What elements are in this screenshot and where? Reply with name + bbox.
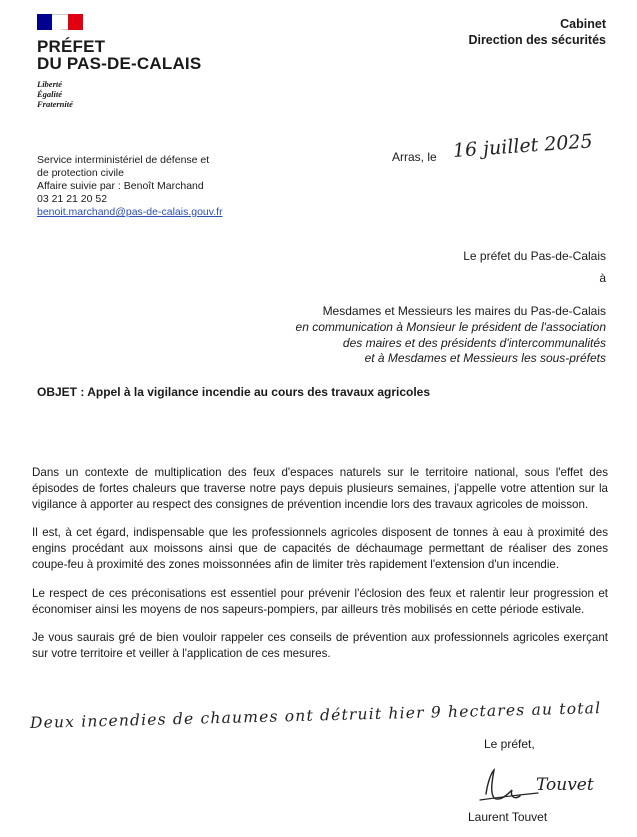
recipient-line: et à Mesdames et Messieurs les sous-préfets — [364, 351, 606, 366]
service-contact-block — [37, 154, 223, 219]
svg-text:Touvet: Touvet — [536, 775, 594, 795]
handwritten-note: Deux incendies de chaumes ont détruit hier 9 hectares au total — [29, 699, 602, 732]
body-paragraph: Le respect de ces préconisations est essentiel pour prévenir l'éclosion des feux et ralentir leur progression et économiser ainsi les moyens de nos sapeurs-pompiers, par ailleurs très mobilisés en cette période estivale. — [32, 586, 608, 616]
motto-line: Fraternité — [37, 99, 73, 109]
service-line: de protection civile — [37, 167, 124, 179]
body-paragraph: Dans un contexte de multiplication des feux d'espaces naturels sur le territoire national, sous l'effet des épisodes de fortes chaleurs que traverse notre pays depuis plusieurs semaines, j'appelle votre attention sur la vigilance à apporter au respect des consignes de prévention incendie lors des travaux agricoles de moisson. — [32, 466, 608, 511]
recipient-line: en communication à Monsieur le président de l'association — [295, 319, 606, 334]
handwritten-date: 16 juillet 2025 — [452, 130, 594, 162]
service-line: Affaire suivie par : Benoît Marchand — [37, 180, 204, 192]
department-line: Cabinet — [560, 17, 606, 31]
motto-line: Égalité — [37, 89, 63, 99]
republic-motto — [37, 79, 73, 109]
recipient-line: des maires et des présidents d'intercommunalités — [342, 335, 606, 350]
contact-email-link[interactable]: benoit.marchand@pas-de-calais.gouv.fr — [37, 206, 223, 218]
sender-title: Le préfet du Pas-de-Calais — [463, 249, 606, 263]
handwritten-signature — [478, 750, 608, 810]
to-word: à — [599, 271, 606, 285]
motto-line: Liberté — [37, 79, 63, 89]
date-place: Arras, le — [392, 150, 437, 164]
closing-title: Le préfet, — [484, 737, 535, 751]
department-line: Direction des sécurités — [468, 33, 606, 47]
body-paragraph: Il est, à cet égard, indispensable que les professionnels agricoles disposent de tonnes à eau à proximité des engins procédant aux moissons ainsi que de capacités de déchaumage permettant de réaliser des zones coupe-feu à proximité des zones moissonnées afin de limiter très rapidement l'extension d'un incendie. — [32, 526, 608, 571]
letter-body — [32, 465, 608, 675]
prefecture-name-line: PRÉFET — [37, 37, 106, 56]
recipients-block — [296, 304, 606, 367]
recipient-main: Mesdames et Messieurs les maires du Pas-de-Calais — [322, 304, 606, 318]
prefecture-name — [37, 38, 201, 72]
marianne-profile-icon — [48, 14, 66, 30]
phone-number: 03 21 21 20 52 — [37, 193, 108, 205]
issuing-department — [468, 16, 606, 48]
letter-subject: OBJET : Appel à la vigilance incendie au cours des travaux agricoles — [37, 385, 431, 399]
prefecture-name-line: DU PAS-DE-CALAIS — [37, 54, 202, 73]
service-line: Service interministériel de défense et — [37, 154, 210, 166]
sender-block — [463, 245, 606, 289]
body-paragraph: Je vous saurais gré de bien vouloir rappeler ces conseils de prévention aux professionnels agricoles exerçant sur votre territoire et veiller à l'application de ces mesures. — [32, 631, 608, 661]
signer-name: Laurent Touvet — [468, 810, 548, 824]
